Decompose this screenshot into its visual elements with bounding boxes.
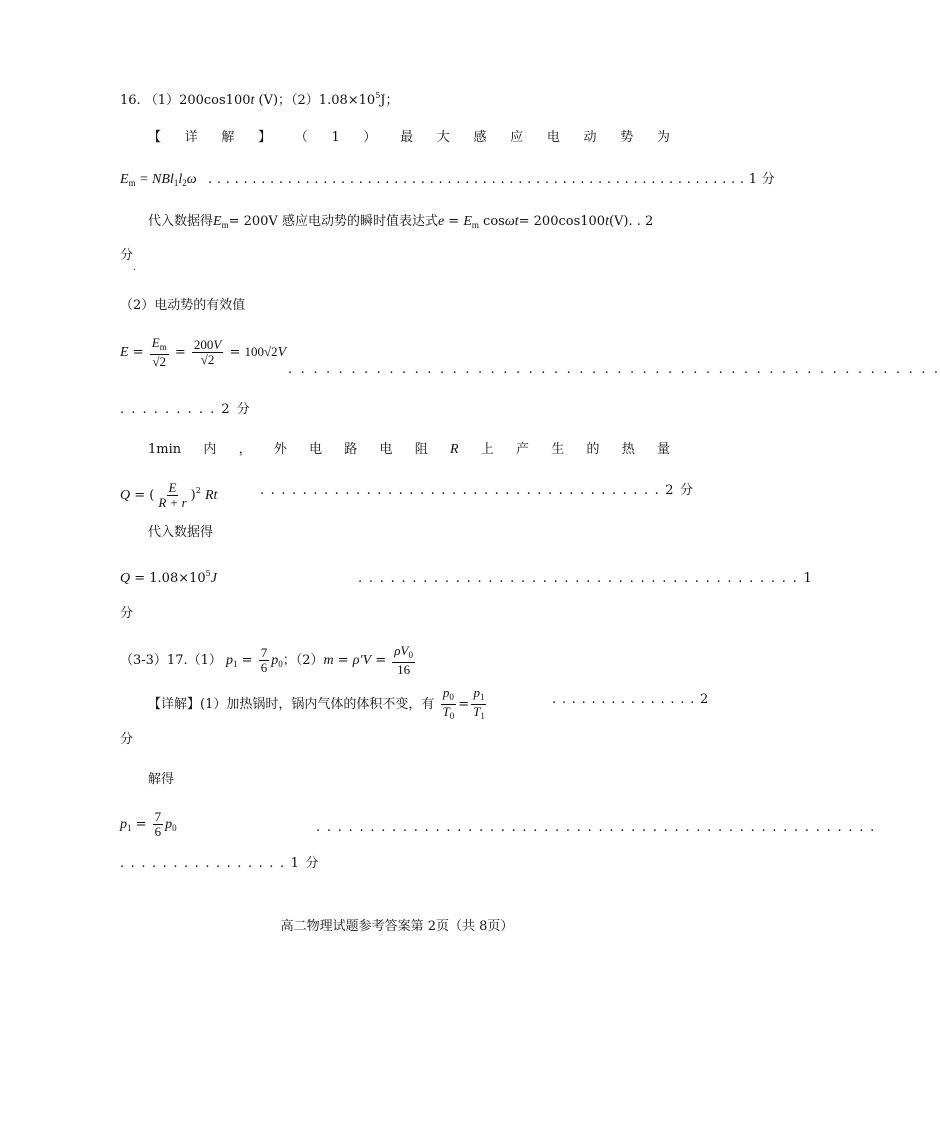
q16-answer-line: 16. （1）200cos100t (V)；$(2)1.08\times 10^5J$； (120, 91, 399, 108)
heat-dots: . . . . . . . . . . . . . . . . . . . . . . . . . . . . . . . . . . . . . . 2 分 (260, 483, 695, 498)
page-footer: 高二物理试题参考答案第 2页（共 8页） (280, 919, 514, 934)
p1-result: $p_1$ = $\frac{7}{6}$ $p_0$ (120, 809, 177, 839)
detail17-dots: . . . . . . . . . . . . . . . 2 (552, 692, 710, 707)
heat-result: $Q = 1.08\times 10^5J$ (120, 569, 217, 586)
frac-em-sqrt2: $\frac{E_m}{√2}$ (151, 335, 167, 369)
frac-p0-t0: $\frac{p_0}{T_0}$ (442, 685, 455, 721)
score-unit-2: 分 (120, 606, 134, 621)
frac-p1-t1: $\frac{p_1}{T_1}$ (473, 685, 485, 721)
q17-answer-line: （3-3）17.（1） $p_1$ = $\frac{7}{6}$ $p_0$；（2）m = ρ′V = $\frac{\rho V_0}{16}$ (120, 643, 413, 677)
q2-effective-heading: （2）电动势的有效值 (120, 298, 246, 313)
heat-formula: Q = ( $\frac{E}{R + r}$ )$^2$ Rt (120, 480, 218, 510)
heat-result-dots: . . . . . . . . . . . . . . . . . . . . . . . . . . . . . . . . . . . . . . . . . 1 (358, 571, 814, 586)
solve-label: 解得 (148, 772, 175, 787)
stray-dot: . (133, 263, 136, 273)
frac-e-rr: $\frac{E}{R + r}$ (158, 480, 187, 510)
em-formula: $E_m = NBl_1l_2\omega$ (120, 172, 197, 188)
effective-dots: . . . . . . . . . . . . . . . . . . . . . . . . . . . . . . . . . . . . . . . . . . . . . . . . . . . . (288, 362, 940, 377)
effective-formula: E = $\frac{E_m}{√2}$ = $\frac{200V}{√2}$ = 100√2V (120, 335, 287, 369)
frac-7-6-result: $\frac{7}{6}$ (154, 809, 162, 839)
frac-7-6: $\frac{7}{6}$ (260, 645, 268, 675)
em-formula-dots: . . . . . . . . . . . . . . . . . . . . . . . . . . . . . . . . . . . . . . . . . . . . . . . . . . . . . . . . . . . . . 1 分 (208, 172, 776, 187)
detail17-line: 【详解】(1）加热锅时，锅内气体的体积不变，有 $\frac{p_0}{T_0}$ = $\frac{p_1}{T_1}$ (148, 685, 485, 721)
detail-heading-line: 【 详 解 】 （ 1 ） 最 大 感 应 电 动 势 为 (148, 130, 670, 145)
frac-rho-v0-16: $\frac{\rho V_0}{16}$ (394, 643, 413, 677)
p1-dots-score: . . . . . . . . . . . . . . . . 1 分 (120, 856, 320, 871)
frac-200v-sqrt2: $\frac{200V}{√2}$ (193, 337, 222, 367)
p1-dots: . . . . . . . . . . . . . . . . . . . . . . . . . . . . . . . . . . . . . . . . . . . . . . . . . . . . (316, 820, 876, 835)
score-unit-1: 分 (120, 248, 134, 263)
substitution-line: 代入数据得$E_m= 200V$ 感应电动势的瞬时值表达式$e = E_m$ cosωt= 200cos100t(V). . 2 (148, 214, 654, 230)
effective-dots-score: . . . . . . . . . 2 分 (120, 402, 252, 417)
substitution-plain: 代入数据得 (148, 525, 214, 540)
heat-heading-line: 1min 内 ， 外 电 路 电 阻 R 上 产 生 的 热 量 (148, 442, 670, 457)
score-unit-3: 分 (120, 732, 134, 747)
